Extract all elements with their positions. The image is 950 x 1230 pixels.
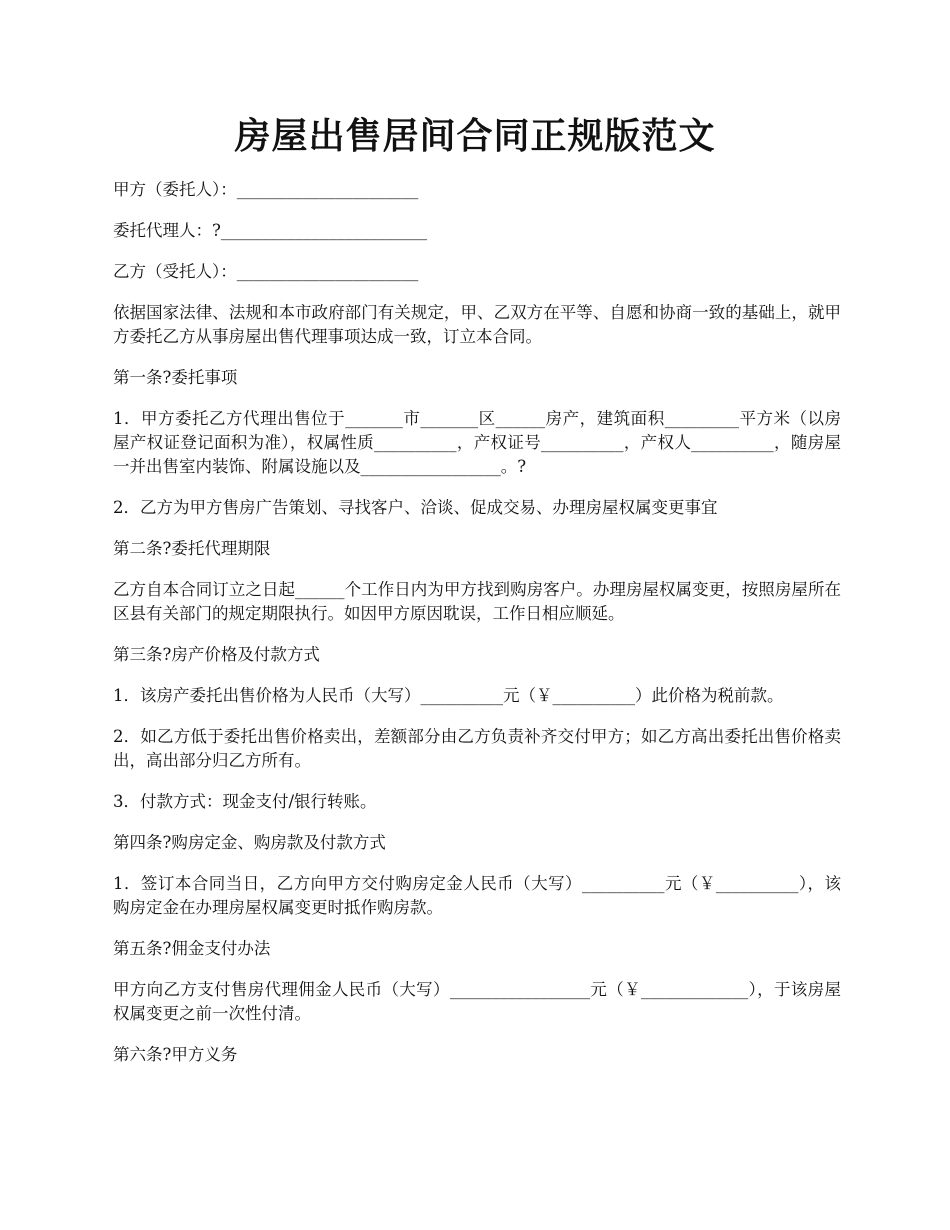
article-1-clause-1: 1．甲方委托乙方代理出售位于_______市_______区______房产，建筑面积_________平方米（以房屋产权证登记面积为准），权属性质__________，产权证号__________，产权人__________，随房屋一并出售室内装饰、附属设施以及_________________。? [113, 409, 841, 476]
article-2-paragraph: 乙方自本合同订立之日起______个工作日内为甲方找到购房客户。办理房屋权属变更，按照房屋所在区县有关部门的规定期限执行。如因甲方原因耽误，工作日相应顺延。 [113, 580, 841, 623]
document-title: 房屋出售居间合同正规版范文 [234, 115, 716, 157]
article-4-heading: 第四条?购房定金、购房款及付款方式 [113, 833, 386, 852]
article-5-heading: 第五条?佣金支付办法 [113, 939, 271, 958]
party-b-line: 乙方（受托人）：______________________ [113, 262, 419, 281]
article-1-clause-2: 2．乙方为甲方售房广告策划、寻找客户、洽谈、促成交易、办理房屋权属变更事宜 [113, 498, 718, 517]
article-3-clause-2: 2．如乙方低于委托出售价格卖出，差额部分由乙方负责补齐交付甲方；如乙方高出委托出售价格卖出，高出部分归乙方所有。 [113, 727, 841, 770]
article-6-heading: 第六条?甲方义务 [113, 1045, 238, 1064]
article-2-heading: 第二条?委托代理期限 [113, 539, 271, 558]
agent-line: 委托代理人：?_________________________ [113, 221, 428, 240]
article-5-paragraph: 甲方向乙方支付售房代理佣金人民币（大写）_________________元（￥_____________），于该房屋权属变更之前一次性付清。 [113, 980, 841, 1023]
article-4-clause-1: 1．签订本合同当日，乙方向甲方交付购房定金人民币（大写）__________元（￥__________），该购房定金在办理房屋权属变更时抵作购房款。 [113, 874, 841, 917]
party-a-line: 甲方（委托人）：______________________ [113, 180, 419, 199]
article-3-clause-1: 1．该房产委托出售价格为人民币（大写）__________元（￥__________）此价格为税前款。 [113, 686, 784, 705]
article-3-clause-3: 3．付款方式：现金支付/银行转账。 [113, 792, 377, 811]
document-body [113, 178, 841, 1084]
article-1-heading: 第一条?委托事项 [113, 368, 238, 387]
article-3-heading: 第三条?房产价格及付款方式 [113, 645, 320, 664]
preamble-paragraph: 依据国家法律、法规和本市政府部门有关规定，甲、乙双方在平等、自愿和协商一致的基础上，就甲方委托乙方从事房屋出售代理事项达成一致，订立本合同。 [113, 303, 841, 346]
